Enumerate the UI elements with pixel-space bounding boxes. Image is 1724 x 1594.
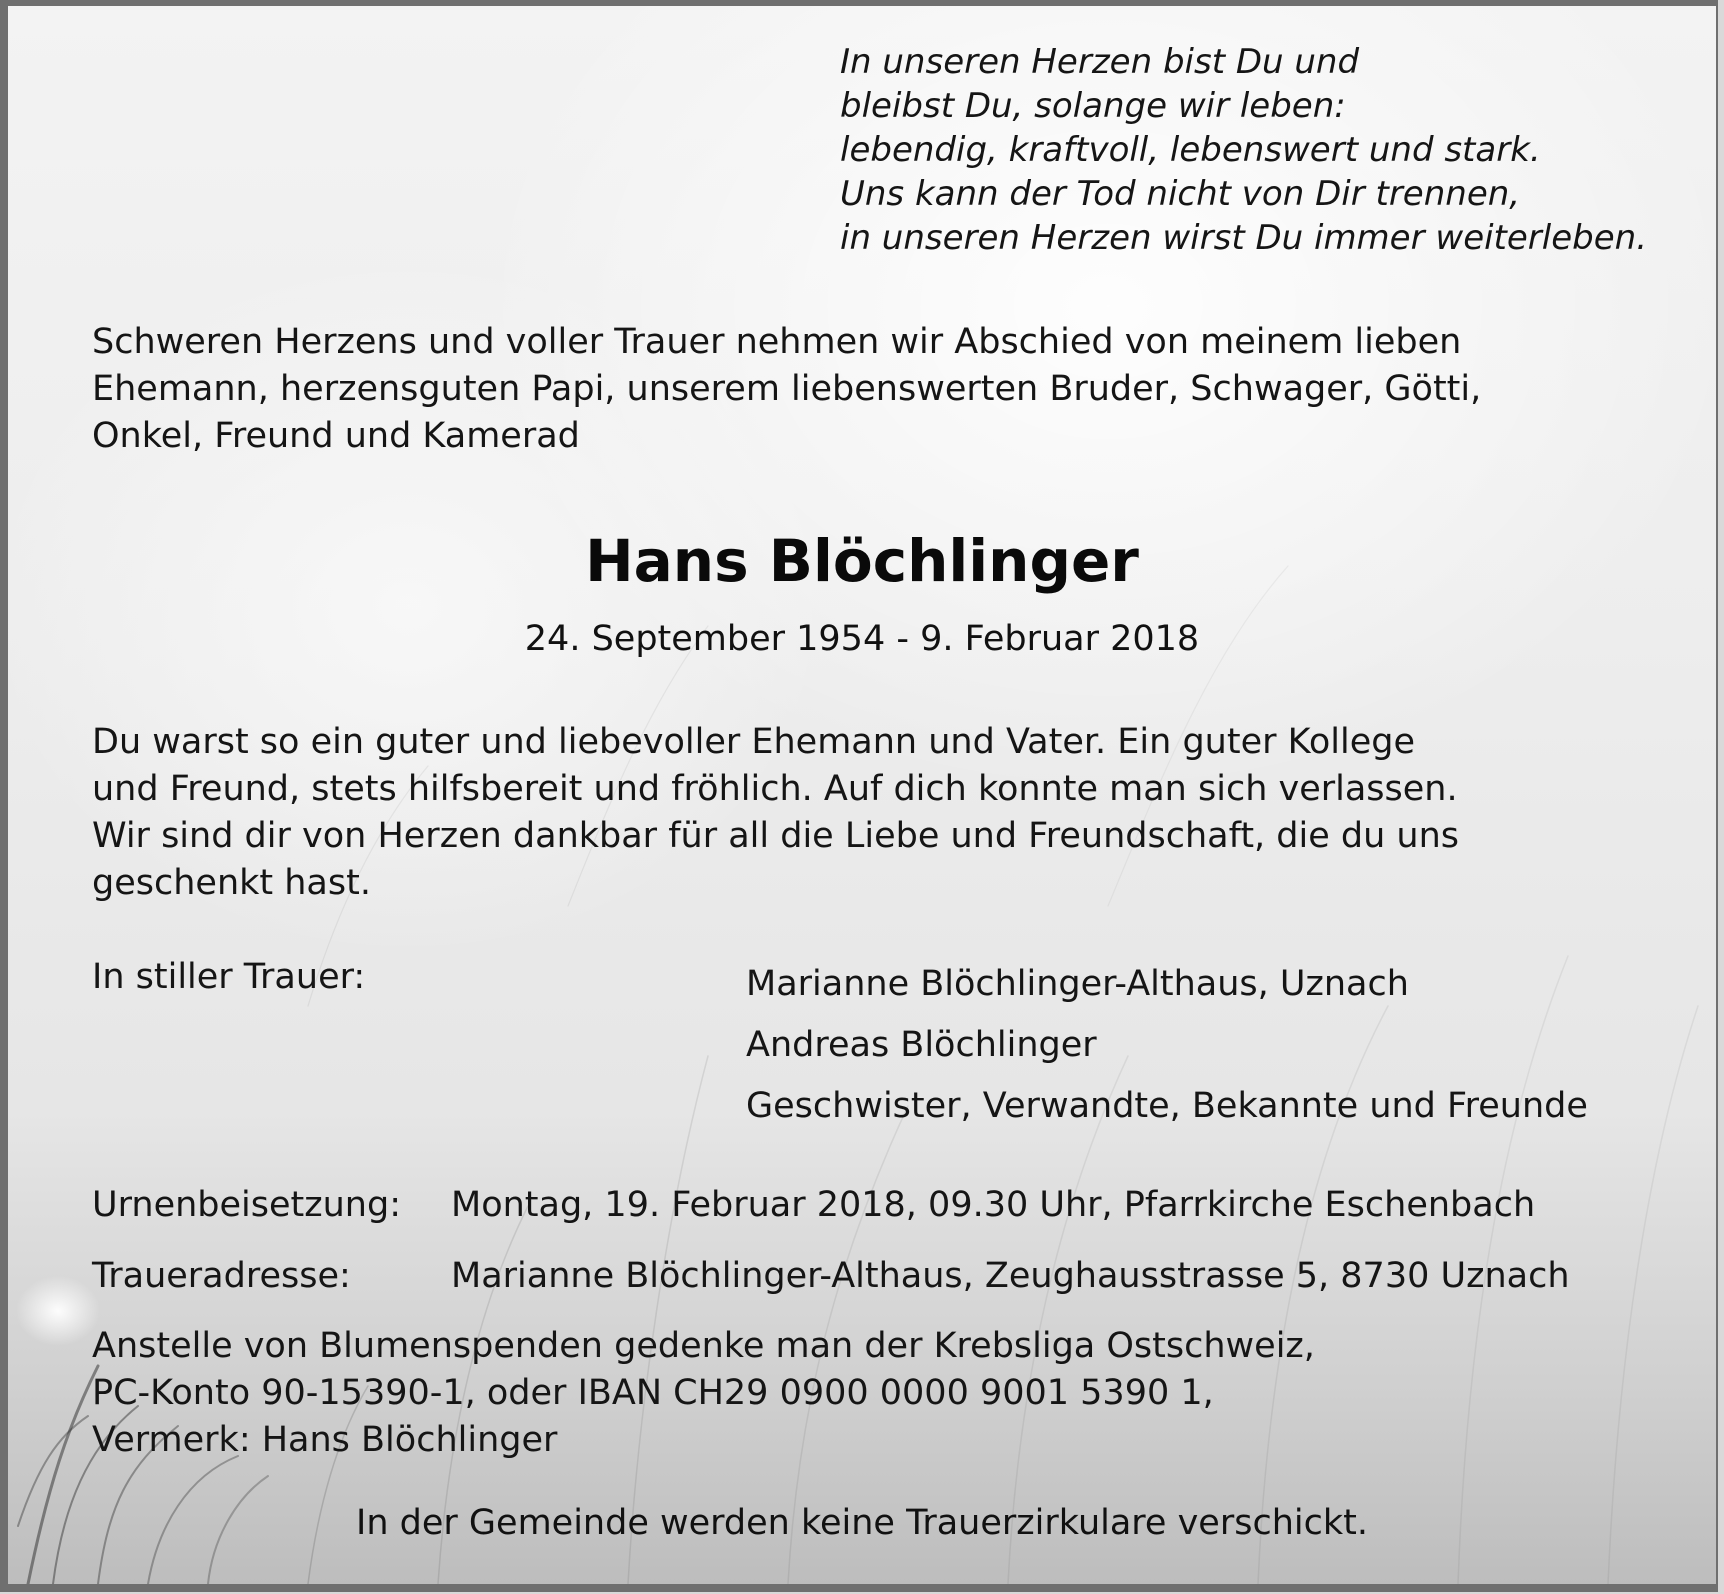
poem-line: bleibst Du, solange wir leben: (840, 86, 1346, 126)
intro-line: Schweren Herzens und voller Trauer nehmen wir Abschied von meinem lieben (92, 322, 1462, 362)
life-dates: 24. September 1954 - 9. Februar 2018 (524, 619, 1200, 659)
mourning-label: In stiller Trauer: (92, 957, 366, 997)
mourning-address: Marianne Blöchlinger-Althaus, Zeughausstrasse 5, 8730 Uznach (451, 1256, 1570, 1296)
mourner-name: Geschwister, Verwandte, Bekannte und Freunde (746, 1086, 1588, 1126)
deceased-name: Hans Blöchlinger (585, 527, 1139, 595)
burial-details: Montag, 19. Februar 2018, 09.30 Uhr, Pfarrkirche Eschenbach (451, 1185, 1536, 1225)
tribute-line: geschenkt hast. (92, 863, 371, 903)
footer-note: In der Gemeinde werden keine Trauerzirkulare verschickt. (356, 1503, 1368, 1543)
tribute-line: Du warst so ein guter und liebevoller Ehemann und Vater. Ein guter Kollege (92, 722, 1415, 762)
farewell-intro (92, 319, 1481, 460)
mourners-list (746, 954, 1588, 1137)
intro-line: Ehemann, herzensguten Papi, unserem liebenswerten Bruder, Schwager, Götti, (92, 369, 1482, 409)
donation-line: PC-Konto 90-15390-1, oder IBAN CH29 0900 0000 9001 5390 1, (92, 1373, 1214, 1413)
donation-line: Anstelle von Blumenspenden gedenke man der Krebsliga Ostschweiz, (92, 1326, 1315, 1366)
intro-line: Onkel, Freund und Kamerad (92, 416, 580, 456)
tribute-line: Wir sind dir von Herzen dankbar für all die Liebe und Freundschaft, die du uns (92, 816, 1460, 856)
poem-line: in unseren Herzen wirst Du immer weiterleben. (840, 218, 1648, 258)
donation-line: Vermerk: Hans Blöchlinger (92, 1420, 558, 1460)
memorial-poem (840, 40, 1647, 260)
address-label: Traueradresse: (92, 1256, 351, 1296)
donation-note (92, 1323, 1315, 1464)
burial-label: Urnenbeisetzung: (92, 1185, 402, 1225)
tribute-line: und Freund, stets hilfsbereit und fröhlich. Auf dich konnte man sich verlassen. (92, 769, 1458, 809)
poem-line: lebendig, kraftvoll, lebenswert und stark. (840, 130, 1541, 170)
poem-line: In unseren Herzen bist Du und (840, 42, 1360, 82)
tribute-text (92, 719, 1459, 907)
mourner-name: Andreas Blöchlinger (746, 1025, 1097, 1065)
mourner-name: Marianne Blöchlinger-Althaus, Uznach (746, 964, 1409, 1004)
poem-line: Uns kann der Tod nicht von Dir trennen, (840, 174, 1521, 214)
